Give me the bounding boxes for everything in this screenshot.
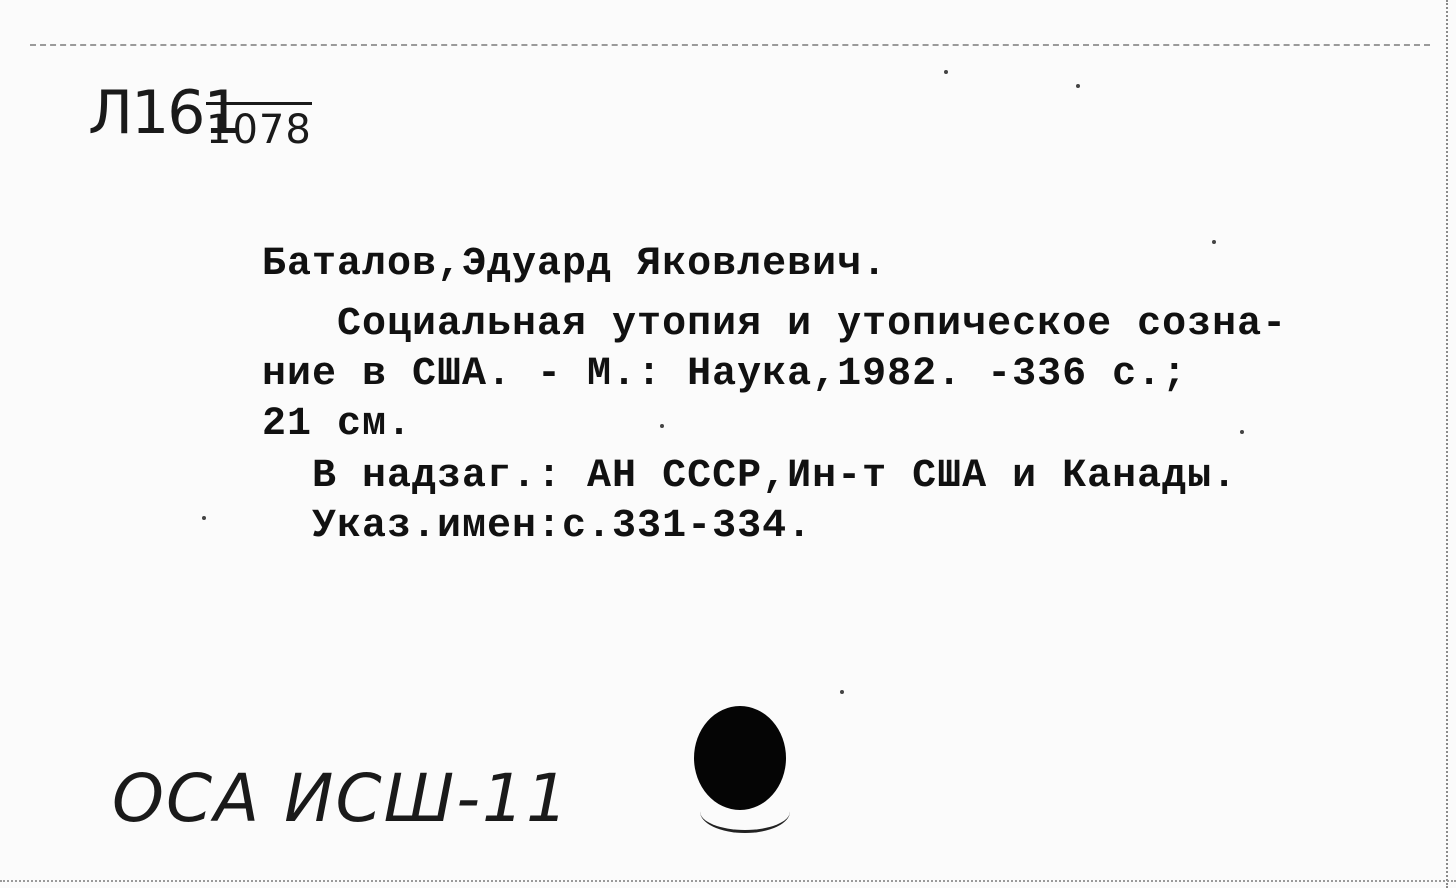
speck — [660, 424, 664, 428]
speck — [840, 690, 844, 694]
speck — [1240, 430, 1244, 434]
author-line: Баталов,Эдуард Яковлевич. — [262, 242, 888, 287]
note-line-1: В надзаг.: АН СССР,Ин-т США и Канады. — [262, 454, 1238, 499]
card-top-rule — [30, 44, 1430, 46]
title-line-2: ние в США. - М.: Наука,1982. -336 с.; — [262, 352, 1188, 397]
speck — [1076, 84, 1080, 88]
title-line-1: Социальная утопия и утопическое созна- — [262, 302, 1288, 347]
speck — [202, 516, 206, 520]
speck — [944, 70, 948, 74]
shelfmark-number: 1078 — [206, 102, 312, 153]
note-line-2: Указ.имен:с.331-334. — [262, 504, 813, 549]
title-line-3: 21 см. — [262, 402, 413, 447]
card-right-edge — [1446, 0, 1448, 888]
punch-hole-shadow — [700, 790, 790, 833]
speck — [1212, 240, 1216, 244]
handwritten-code: ОСА ИСШ-11 — [112, 760, 570, 837]
card-bottom-edge — [0, 880, 1456, 882]
shelfmark-main: Л161 — [88, 78, 240, 148]
